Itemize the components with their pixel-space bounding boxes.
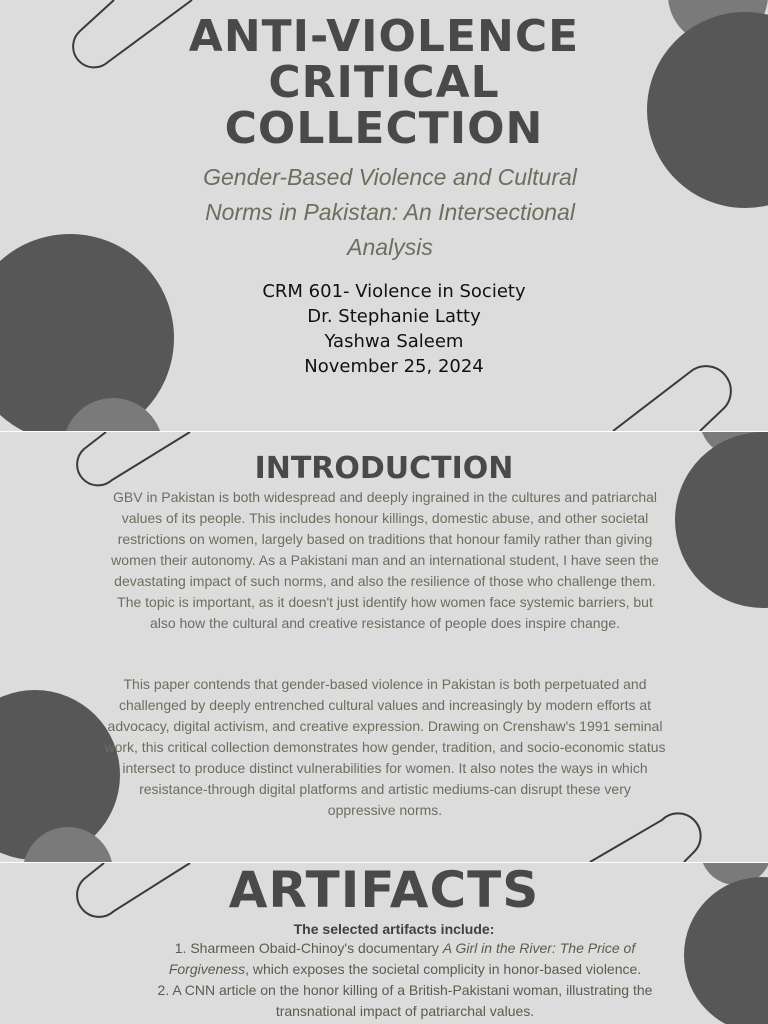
author-name: Yashwa Saleem <box>324 331 464 352</box>
title-line-2: CRITICAL <box>268 57 500 108</box>
cover-meta <box>0 279 768 379</box>
title-line-1: ANTI-VIOLENCE <box>188 11 580 62</box>
title-line-3: COLLECTION <box>224 103 544 154</box>
page-title <box>0 11 768 154</box>
artifacts-heading: ARTIFACTS <box>228 863 540 919</box>
artifact-1-suffix: , which exposes the societal complicity in honor-based violence. <box>245 961 642 977</box>
artifact-1-title: A Girl in the River: The Price of Forgiveness <box>168 940 636 977</box>
introduction-paragraph-1: GBV in Pakistan is both widespread and deeply ingrained in the cultures and patriarchal values of its people. This includes honour killings, domestic abuse, and other societal restrictions on women, largely based on traditions that honour family rather than giving women their autonomy. As a Pakistani man and an international student, I have seen the devastating impact of such norms, and also the resilience of those who challenge them. The topic is important, as it doesn't just identify how women face systemic barriers, but also how the cultural and creative resistance of people does inspire change. <box>111 489 659 631</box>
introduction-panel <box>0 432 768 862</box>
cover-panel <box>0 0 768 431</box>
course-name: CRM 601- Violence in Society <box>262 281 526 302</box>
artifacts-panel <box>0 863 768 1024</box>
instructor-name: Dr. Stephanie Latty <box>307 306 481 327</box>
artifact-item-1 <box>140 938 670 980</box>
artifacts-lead: The selected artifacts include: <box>293 921 495 937</box>
date: November 25, 2024 <box>304 356 484 377</box>
introduction-paragraph-2: This paper contends that gender-based violence in Pakistan is both perpetuated and challenged by deeply entrenched cultural values and increasingly by modern efforts at advocacy, digital activism, and creative expression. Drawing on Crenshaw's 1991 seminal work, this critical collection demonstrates how gender, tradition, and socio-economic status intersect to produce distinct vulnerabilities for women. It also notes the ways in which resistance-through digital platforms and artistic mediums-can disrupt these very oppressive norms. <box>104 676 666 818</box>
introduction-heading: INTRODUCTION <box>254 451 514 486</box>
artifact-item-2: 2. A CNN article on the honor killing of a British-Pakistani woman, illustrating the transnational impact of patriarchal values. <box>157 982 653 1019</box>
subtitle: Gender-Based Violence and Cultural Norms in Pakistan: An Intersectional Analysis <box>203 164 577 260</box>
artifacts-list <box>140 938 670 1022</box>
artifact-1-prefix: 1. Sharmeen Obaid-Chinoy's documentary <box>174 940 443 956</box>
